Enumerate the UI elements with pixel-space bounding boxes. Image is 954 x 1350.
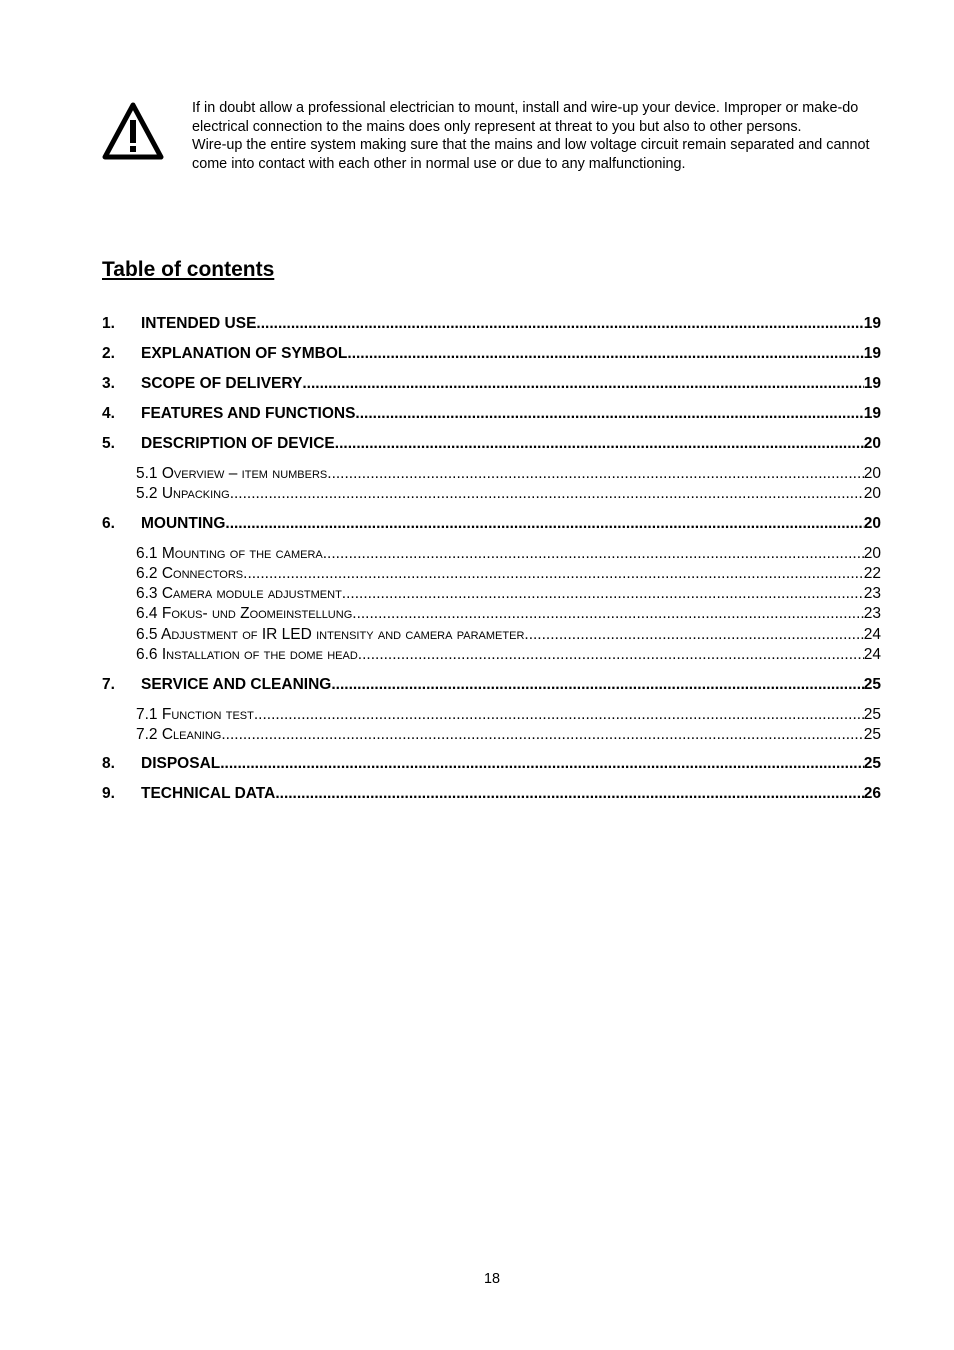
toc-entry[interactable] xyxy=(102,514,881,534)
dot-leader xyxy=(220,754,864,774)
dot-leader xyxy=(342,584,864,604)
toc-entry-title: FEATURES AND FUNCTIONS xyxy=(141,405,356,422)
page-number: 18 xyxy=(483,1271,500,1287)
table-of-contents xyxy=(102,314,881,804)
toc-subentry[interactable] xyxy=(102,484,881,504)
dot-leader xyxy=(230,484,864,504)
warning-paragraph-1: If in doubt allow a professional electrician to mount, install and wire-up your device. Improper or make-do electrical connection to the mains does only represent at threat to you but also to other persons. xyxy=(192,100,859,135)
toc-subentry[interactable] xyxy=(102,564,881,584)
toc-entry-number: 6. xyxy=(102,514,115,532)
toc-subentry-page: 24 xyxy=(863,645,881,663)
toc-subentry-page: 20 xyxy=(863,544,881,562)
toc-entry[interactable] xyxy=(102,434,881,454)
toc-subentry-page: 20 xyxy=(863,465,881,482)
toc-subentry[interactable] xyxy=(102,584,881,604)
dot-leader xyxy=(327,464,863,484)
toc-subentry-title: 6.6 Installation of the dome head xyxy=(136,645,358,663)
toc-subentry-title: 5.1 Overview – item numbers xyxy=(136,465,328,482)
toc-entry-page: 20 xyxy=(863,514,881,532)
dot-leader xyxy=(331,675,863,695)
toc-subentry[interactable] xyxy=(102,604,881,624)
toc-subentry-title: 6.2 Connectors xyxy=(136,565,244,583)
dot-leader xyxy=(254,705,864,725)
dot-leader xyxy=(524,625,863,645)
toc-entry[interactable] xyxy=(102,404,881,424)
toc-entry-title: EXPLANATION OF SYMBOL xyxy=(141,345,348,362)
dot-leader xyxy=(256,314,863,334)
toc-entry-number: 4. xyxy=(102,405,115,422)
toc-subentry-title: 5.2 Unpacking xyxy=(136,485,230,503)
toc-subentry-title: 6.1 Mounting of the camera xyxy=(136,544,323,562)
toc-subentry[interactable] xyxy=(102,725,881,745)
dot-leader xyxy=(302,374,863,394)
dot-leader xyxy=(335,434,864,454)
toc-subentry-page: 25 xyxy=(863,705,881,723)
dot-leader xyxy=(275,784,863,804)
toc-entry-page: 19 xyxy=(863,345,881,362)
toc-subentry-page: 20 xyxy=(863,485,881,503)
toc-subentry-title: 6.5 Adjustment of IR LED intensity and camera parameter xyxy=(136,625,525,643)
toc-entry-title: DESCRIPTION OF DEVICE xyxy=(141,435,335,452)
toc-subentry-page: 23 xyxy=(863,605,881,623)
toc-subentry-page: 23 xyxy=(863,585,881,603)
toc-entry[interactable] xyxy=(102,314,881,334)
toc-subentry-title: 6.3 Camera module adjustment xyxy=(136,585,342,603)
warning-paragraph-2: Wire-up the entire system making sure that the mains and low voltage circuit remain separated and cannot come into contact with each other in normal use or due to any malfunctioning. xyxy=(192,137,870,172)
warning-triangle-icon xyxy=(102,102,164,160)
dot-leader xyxy=(355,404,863,424)
toc-entry-title: SCOPE OF DELIVERY xyxy=(141,375,303,392)
toc-entry[interactable] xyxy=(102,344,881,364)
dot-leader xyxy=(358,645,864,665)
toc-entry-page: 19 xyxy=(863,375,881,392)
dot-leader xyxy=(243,564,864,584)
toc-entry-number: 5. xyxy=(102,435,115,452)
toc-entry-page: 25 xyxy=(863,675,881,693)
dot-leader xyxy=(225,514,863,534)
toc-entry[interactable] xyxy=(102,784,881,804)
toc-entry-page: 19 xyxy=(863,315,881,332)
toc-subentry-page: 24 xyxy=(863,625,881,643)
toc-entry-number: 9. xyxy=(102,785,115,803)
toc-entry-title: MOUNTING xyxy=(141,514,226,532)
toc-entry-title: TECHNICAL DATA xyxy=(141,785,276,803)
dot-leader xyxy=(352,604,863,624)
toc-subentry[interactable] xyxy=(102,645,881,665)
toc-entry-number: 8. xyxy=(102,755,115,773)
toc-heading: Table of contents xyxy=(102,258,275,281)
toc-entry-number: 3. xyxy=(102,375,115,392)
toc-subentry[interactable] xyxy=(102,464,881,484)
toc-entry-number: 1. xyxy=(102,315,115,332)
toc-entry[interactable] xyxy=(102,754,881,774)
toc-entry[interactable] xyxy=(102,374,881,394)
warning-text xyxy=(192,99,892,173)
dot-leader xyxy=(323,544,864,564)
toc-subentry-title: 7.2 Cleaning xyxy=(136,725,222,743)
toc-entry-title: INTENDED USE xyxy=(141,315,257,332)
toc-subentry-page: 25 xyxy=(863,725,881,743)
toc-subentry[interactable] xyxy=(102,544,881,564)
toc-entry-number: 7. xyxy=(102,675,115,693)
dot-leader xyxy=(221,725,863,745)
toc-subentry[interactable] xyxy=(102,625,881,645)
toc-entry-page: 25 xyxy=(863,755,881,773)
toc-entry-page: 20 xyxy=(863,435,881,452)
toc-subentry-page: 22 xyxy=(863,565,881,583)
toc-entry-number: 2. xyxy=(102,345,115,362)
toc-entry-page: 26 xyxy=(863,785,881,803)
toc-subentry-title: 6.4 Fokus- und Zoomeinstellung xyxy=(136,605,353,623)
toc-subentry[interactable] xyxy=(102,705,881,725)
toc-subentry-title: 7.1 Function test xyxy=(136,705,254,723)
toc-entry[interactable] xyxy=(102,675,881,695)
toc-entry-title: SERVICE AND CLEANING xyxy=(141,675,332,693)
dot-leader xyxy=(347,344,863,364)
toc-entry-page: 19 xyxy=(863,405,881,422)
toc-entry-title: DISPOSAL xyxy=(141,755,221,773)
